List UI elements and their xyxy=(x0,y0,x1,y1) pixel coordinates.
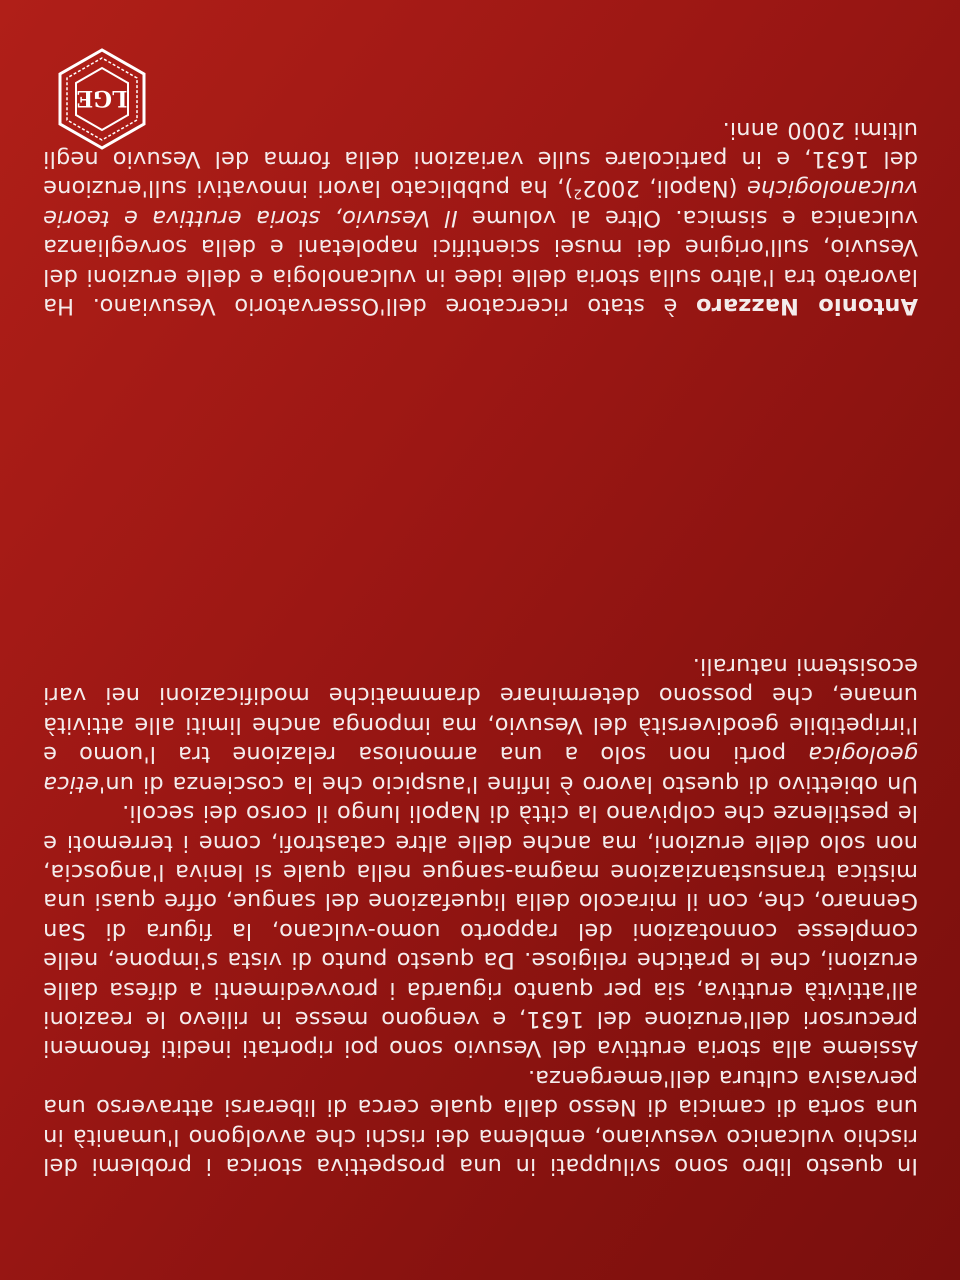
blurb-paragraph-2: Assieme alla storia eruttiva del Vesuvio sono poi riportati inediti fenomeni precursori dell'eruzione del 1631, e vengono messe in rilievo le reazioni all'attività eruttiva, sia per quanto riguarda i provvedimenti a difesa dalle eruzioni, che le pratiche religiose. Da questo punto di vista s'impone, nelle complesse connotazioni del rapporto uomo-vulcano, la figura di San Gennaro, che, con il miracolo della liquefazione del sangue, offre quasi una mistica transustanziazione magma-sangue nella quale si leniva l'angoscia, non solo delle eruzioni, ma anche delle altre catastrofi, come i terremoti e le pestilenze che colpivano la città di Napoli lungo il corso dei secoli. xyxy=(43,800,918,1062)
author-bio xyxy=(43,114,918,320)
author-name: Antonio Nazzaro xyxy=(695,293,918,319)
author-bio-text: è stato ricercatore dell'Osservatorio Vesuviano. Ha lavorato tra l'altro sulla storia delle idee in vulcanologia e delle eruzioni del Vesuvio, sull'origine dei musei scientifici napoletani e della sorveglianza vulcanica e sismica. Oltre al volume xyxy=(43,204,918,319)
blurb-italic-term: etica geologica xyxy=(43,741,918,797)
blurb-paragraph-1: In questo libro sono sviluppati in una prospettiva storica i problemi del rischio vulcanico vesuviano, emblema dei rischi che avvolgono l'umanità in una sorta di camicia di Nesso dalla quale cerca di liberarsi attraverso una pervasiva cultura dell'emergenza. xyxy=(43,1064,918,1179)
book-blurb xyxy=(43,651,918,1180)
author-bio-text: (Napoli, 2002 xyxy=(582,175,747,202)
blurb-text: porti non solo a una armoniosa relazione tra l'uomo e l'irripetibile geodiversità del Vesuvio, ma imponga anche limiti alle attività umane, che possono determinare drammatiche modificazioni nei vari ecosistemi naturali. xyxy=(43,653,918,768)
blurb-paragraph-3 xyxy=(43,651,918,798)
author-paragraph xyxy=(43,114,918,320)
publisher-logo-text: LGE xyxy=(76,85,128,111)
blurb-text: Un obiettivo di questo lavoro è infine l'auspicio che la coscienza di un' xyxy=(98,770,918,797)
author-book-title: Il Vesuvio, storia eruttiva e teorie vulcanologiche xyxy=(43,175,918,231)
author-bio-text: ), ha pubblicato lavori innovativi sull'eruzione del 1631, e in particolare sulle variazioni della forma del Vesuvio negli ultimi 2000 anni. xyxy=(42,116,918,202)
edition-superscript: 2 xyxy=(573,185,583,202)
